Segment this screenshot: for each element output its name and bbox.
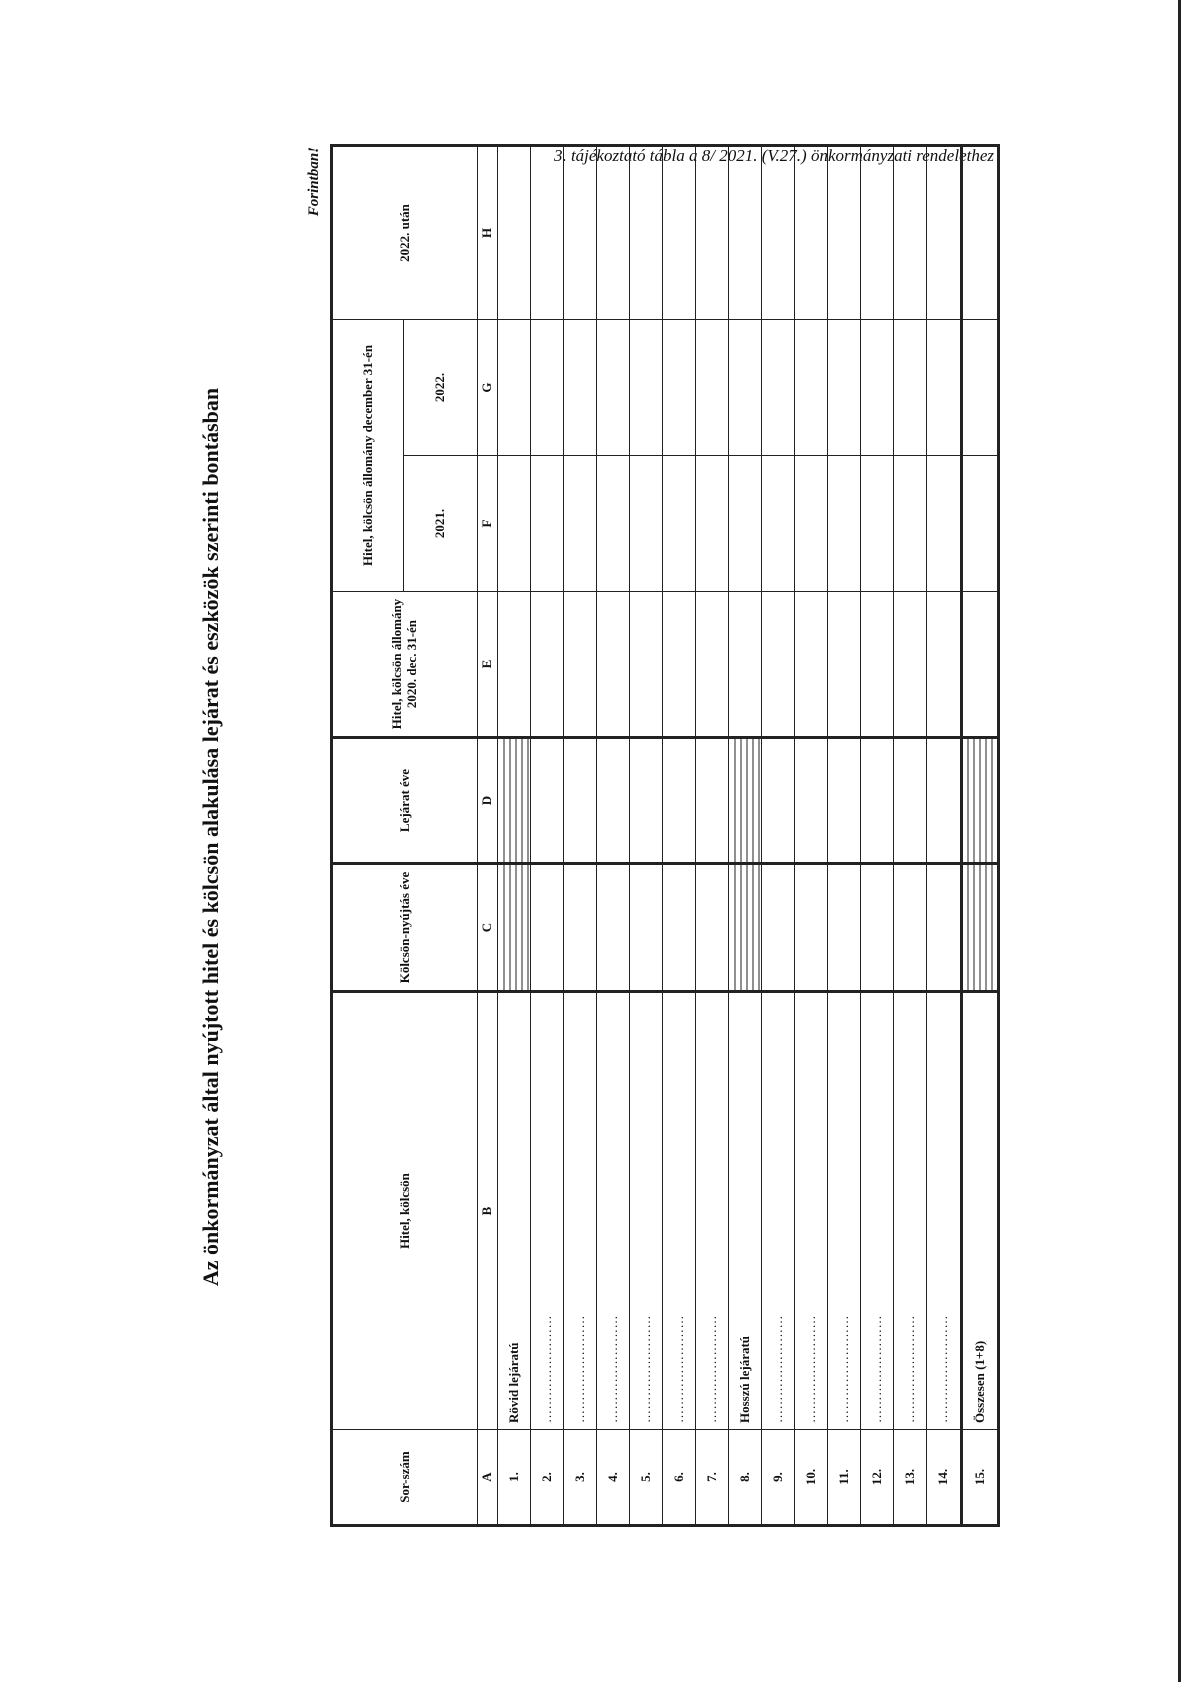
row-label: …………………… bbox=[828, 992, 861, 1430]
cell-hatched bbox=[961, 864, 998, 992]
cell bbox=[663, 456, 696, 592]
row-label: …………………… bbox=[795, 992, 828, 1430]
cell bbox=[630, 319, 663, 455]
cell bbox=[531, 456, 564, 592]
cell bbox=[531, 738, 564, 864]
cell bbox=[630, 145, 663, 319]
cell bbox=[828, 592, 861, 738]
row-number: 14. bbox=[927, 1430, 962, 1526]
cell bbox=[795, 864, 828, 992]
cell bbox=[498, 145, 531, 319]
cell bbox=[696, 319, 729, 455]
row-number: 8. bbox=[729, 1430, 762, 1526]
table-row bbox=[927, 145, 962, 1525]
cell bbox=[795, 738, 828, 864]
cell bbox=[927, 145, 962, 319]
cell bbox=[961, 456, 998, 592]
cell bbox=[961, 319, 998, 455]
cell bbox=[729, 145, 762, 319]
cell bbox=[663, 592, 696, 738]
cell bbox=[795, 145, 828, 319]
cell bbox=[894, 145, 927, 319]
table-row bbox=[630, 145, 663, 1525]
table-row bbox=[663, 145, 696, 1525]
cell bbox=[828, 456, 861, 592]
table-row bbox=[762, 145, 795, 1525]
cell-hatched bbox=[729, 738, 762, 864]
table-row bbox=[498, 145, 531, 1525]
cell bbox=[828, 864, 861, 992]
cell bbox=[663, 145, 696, 319]
col-header-hitel: Hitel, kölcsön bbox=[332, 992, 478, 1430]
row-number: 7. bbox=[696, 1430, 729, 1526]
row-number: 9. bbox=[762, 1430, 795, 1526]
cell-hatched bbox=[498, 864, 531, 992]
cell bbox=[531, 592, 564, 738]
row-label: …………………… bbox=[894, 992, 927, 1430]
cell bbox=[531, 145, 564, 319]
col-header-2021: 2021. bbox=[404, 456, 478, 592]
row-number: 1. bbox=[498, 1430, 531, 1526]
cell bbox=[795, 456, 828, 592]
row-number: 10. bbox=[795, 1430, 828, 1526]
cell bbox=[927, 592, 962, 738]
cell bbox=[564, 456, 597, 592]
cell bbox=[861, 864, 894, 992]
cell bbox=[729, 592, 762, 738]
row-number: 3. bbox=[564, 1430, 597, 1526]
row-label: …………………… bbox=[696, 992, 729, 1430]
cell bbox=[961, 592, 998, 738]
cell bbox=[861, 145, 894, 319]
table-row bbox=[729, 145, 762, 1525]
col-letter-a: A bbox=[478, 1430, 498, 1526]
cell bbox=[828, 738, 861, 864]
col-letter-c: C bbox=[478, 864, 498, 992]
col-letter-b: B bbox=[478, 992, 498, 1430]
cell bbox=[663, 319, 696, 455]
cell bbox=[696, 145, 729, 319]
row-label: Összesen (1+8) bbox=[961, 992, 998, 1430]
cell bbox=[564, 319, 597, 455]
col-header-2022: 2022. bbox=[404, 319, 478, 455]
cell bbox=[663, 738, 696, 864]
loan-table bbox=[330, 144, 1000, 1527]
col-header-nyujtas: Kölcsön-nyújtás éve bbox=[332, 864, 478, 992]
cell bbox=[927, 864, 962, 992]
col-letter-g: G bbox=[478, 319, 498, 455]
unit-note: Forintban! bbox=[306, 147, 322, 217]
row-number: 13. bbox=[894, 1430, 927, 1526]
cell bbox=[597, 145, 630, 319]
row-label: …………………… bbox=[663, 992, 696, 1430]
cell bbox=[861, 592, 894, 738]
cell bbox=[597, 592, 630, 738]
col-header-sorszam: Sor-szám bbox=[332, 1430, 478, 1526]
cell bbox=[961, 145, 998, 319]
table-row bbox=[696, 145, 729, 1525]
cell bbox=[762, 319, 795, 455]
col-header-allomany-2020: Hitel, kölcsön állomány 2020. dec. 31-én bbox=[332, 592, 478, 738]
cell bbox=[696, 864, 729, 992]
row-label: …………………… bbox=[597, 992, 630, 1430]
row-label: …………………… bbox=[861, 992, 894, 1430]
table-row bbox=[861, 145, 894, 1525]
col-header-lejarat: Lejárat éve bbox=[332, 738, 478, 864]
cell bbox=[762, 864, 795, 992]
cell bbox=[762, 145, 795, 319]
cell bbox=[894, 319, 927, 455]
row-number: 15. bbox=[961, 1430, 998, 1526]
page-edge-line bbox=[1178, 0, 1181, 1682]
cell bbox=[894, 864, 927, 992]
cell bbox=[597, 864, 630, 992]
cell bbox=[795, 592, 828, 738]
row-label: …………………… bbox=[564, 992, 597, 1430]
cell bbox=[828, 319, 861, 455]
cell bbox=[927, 456, 962, 592]
cell bbox=[861, 738, 894, 864]
document-title: Az önkormányzat által nyújtott hitel és kölcsön alakulása lejárat és eszközök szerinti bontásban bbox=[198, 387, 223, 1287]
row-number: 12. bbox=[861, 1430, 894, 1526]
cell bbox=[861, 456, 894, 592]
header-note: 3. tájékoztató tábla a 8/ 2021. (V.27.) önkormányzati rendelethez bbox=[553, 146, 994, 165]
cell bbox=[894, 456, 927, 592]
cell bbox=[630, 864, 663, 992]
row-label: Rövid lejáratú bbox=[498, 992, 531, 1430]
row-number: 2. bbox=[531, 1430, 564, 1526]
cell bbox=[861, 319, 894, 455]
cell bbox=[762, 738, 795, 864]
cell bbox=[696, 738, 729, 864]
rotated-content bbox=[190, 147, 1000, 1527]
cell bbox=[663, 864, 696, 992]
cell bbox=[696, 592, 729, 738]
cell bbox=[927, 319, 962, 455]
col-letter-f: F bbox=[478, 456, 498, 592]
cell bbox=[762, 456, 795, 592]
cell bbox=[630, 592, 663, 738]
cell bbox=[795, 319, 828, 455]
col-letter-e: E bbox=[478, 592, 498, 738]
table-row-total bbox=[961, 145, 998, 1525]
table-row bbox=[828, 145, 861, 1525]
cell bbox=[564, 738, 597, 864]
row-label: …………………… bbox=[531, 992, 564, 1430]
row-label: …………………… bbox=[630, 992, 663, 1430]
table-row bbox=[795, 145, 828, 1525]
cell bbox=[498, 592, 531, 738]
row-number: 6. bbox=[663, 1430, 696, 1526]
row-label: …………………… bbox=[927, 992, 962, 1430]
cell bbox=[630, 456, 663, 592]
cell bbox=[498, 456, 531, 592]
cell bbox=[729, 456, 762, 592]
row-number: 5. bbox=[630, 1430, 663, 1526]
cell bbox=[597, 319, 630, 455]
cell bbox=[828, 145, 861, 319]
cell bbox=[564, 592, 597, 738]
cell bbox=[597, 456, 630, 592]
cell-hatched bbox=[729, 864, 762, 992]
cell bbox=[630, 738, 663, 864]
cell bbox=[531, 864, 564, 992]
col-header-after-2022: 2022. után bbox=[332, 145, 478, 319]
table-row bbox=[564, 145, 597, 1525]
cell bbox=[927, 738, 962, 864]
cell bbox=[762, 592, 795, 738]
cell bbox=[894, 738, 927, 864]
cell bbox=[498, 319, 531, 455]
cell bbox=[729, 319, 762, 455]
row-number: 11. bbox=[828, 1430, 861, 1526]
row-label: …………………… bbox=[762, 992, 795, 1430]
col-header-allomany-group: Hitel, kölcsön állomány december 31-én bbox=[332, 319, 404, 591]
cell bbox=[894, 592, 927, 738]
table-row bbox=[597, 145, 630, 1525]
col-letter-h: H bbox=[478, 145, 498, 319]
cell bbox=[564, 864, 597, 992]
col-letter-d: D bbox=[478, 738, 498, 864]
table-row bbox=[894, 145, 927, 1525]
cell-hatched bbox=[961, 738, 998, 864]
cell-hatched bbox=[498, 738, 531, 864]
row-number: 4. bbox=[597, 1430, 630, 1526]
cell bbox=[564, 145, 597, 319]
cell bbox=[531, 319, 564, 455]
row-label: Hosszú lejáratú bbox=[729, 992, 762, 1430]
cell bbox=[696, 456, 729, 592]
table-row bbox=[531, 145, 564, 1525]
cell bbox=[597, 738, 630, 864]
